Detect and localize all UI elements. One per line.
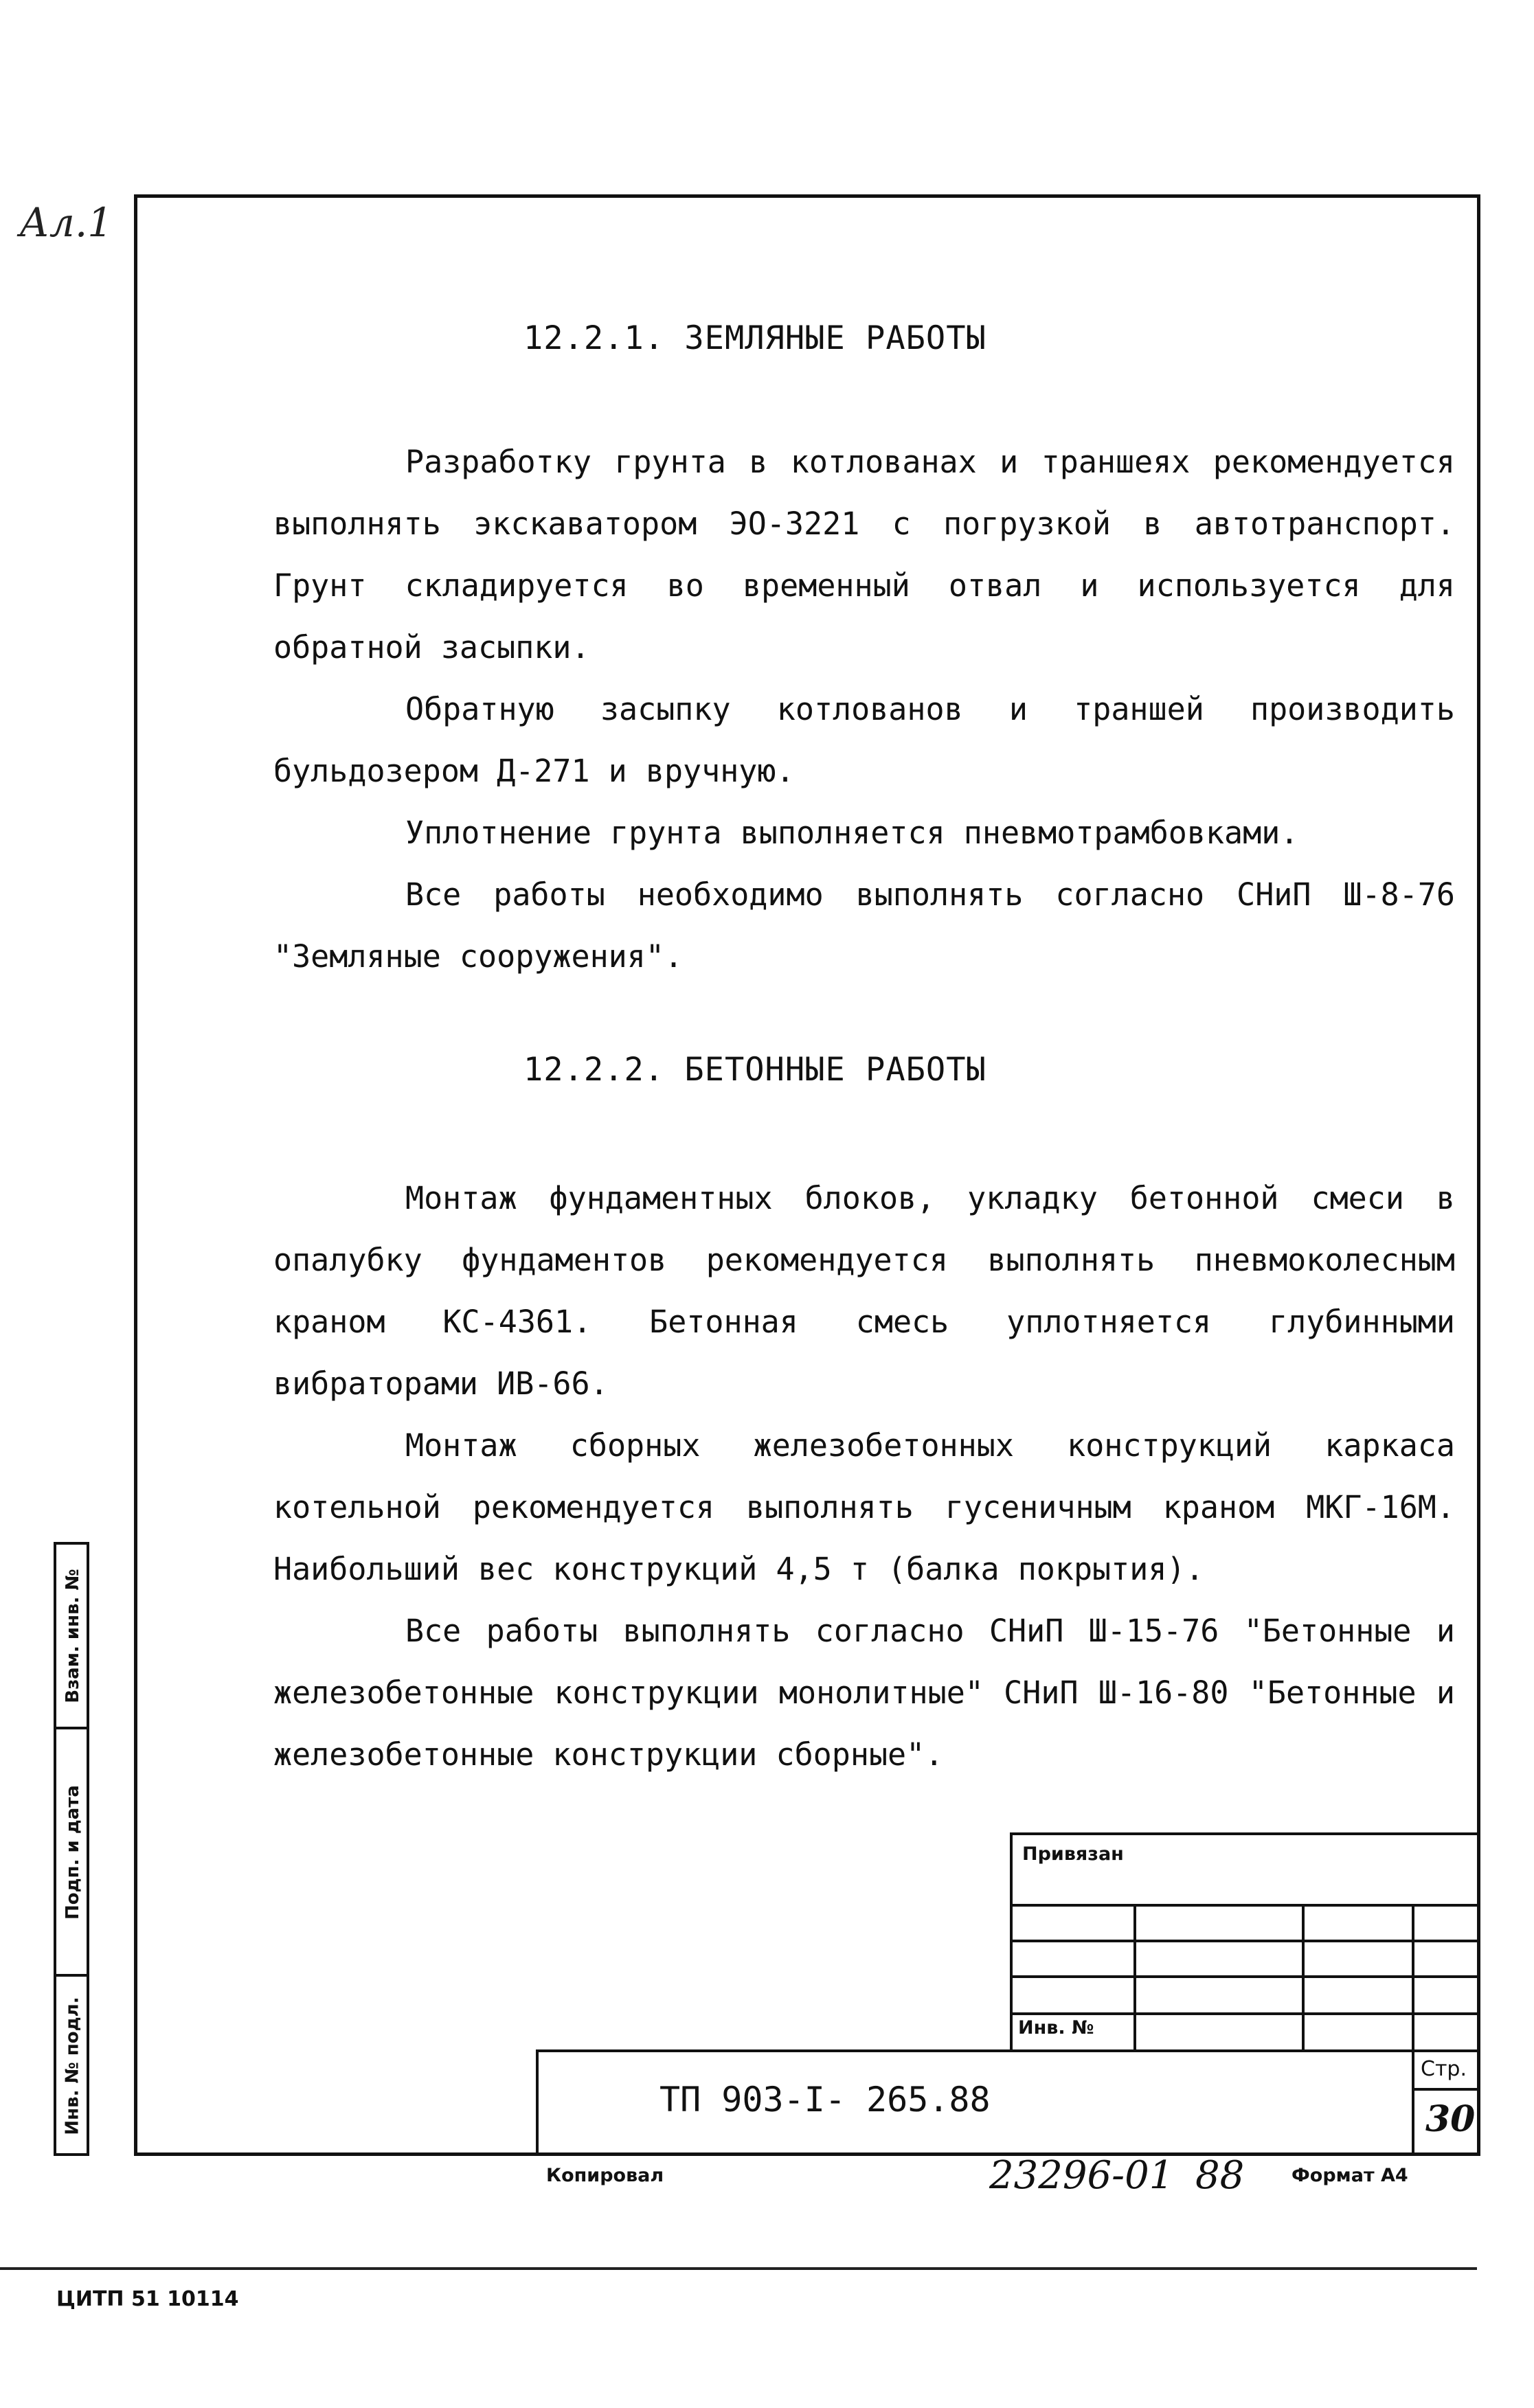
privyazan-label: Привязан	[1022, 1843, 1124, 1865]
margin-sheet-note: Ал.1	[19, 199, 113, 246]
section-1-paragraph-2: Обратную засыпку котлованов и траншей производить бульдозером Д-271 и вручную.	[273, 691, 1455, 789]
tb-line	[1412, 2088, 1480, 2091]
document-code: ТП 903-I- 265.88	[659, 2080, 991, 2120]
section-2-paragraph-3: Все работы выполнять согласно СНиП Ш-15-76 "Бетонные и железобетонные конструкции монолитные" СНиП Ш-16-80 "Бетонные и железобетонные конструкции сборные".	[273, 1613, 1455, 1773]
strip-divider	[56, 1974, 87, 1977]
tb-line	[1302, 1904, 1305, 2052]
bottom-rule	[0, 2267, 1477, 2270]
section-1-paragraph-1: Разработку грунта в котлованах и траншеях рекомендуется выполнять экскаватором ЭО-3221 с погрузкой в автотранспорт. Грунт складируется во временный отвал и используется для обратной засыпки.	[273, 444, 1455, 666]
tb-line	[1010, 1832, 1480, 1835]
tb-line	[536, 2049, 1480, 2052]
tb-line	[1412, 2049, 1414, 2156]
section-1-paragraph-4: Все работы необходимо выполнять согласно СНиП Ш-8-76 "Земляные сооружения".	[273, 876, 1455, 975]
section-2-paragraph-1: Монтаж фундаментных блоков, укладку бетонной смеси в опалубку фундаментов рекомендуется выполнять пневмоколесным краном КС-4361. Бетонная смесь уплотняется глубинными вибраторами ИВ-66.	[273, 1180, 1455, 1402]
strip-cell-podp	[56, 1730, 89, 1974]
strip-divider	[56, 1727, 87, 1729]
strip-cell-vzam	[56, 1545, 89, 1727]
section-2-paragraph-2: Монтаж сборных железобетонных конструкций каркаса котельной рекомендуется выполнять гусеничным краном МКГ-16М. Наибольший вес конструкций 4,5 т (балка покрытия).	[273, 1427, 1455, 1587]
order-number: 23296-01	[989, 2153, 1174, 2198]
copied-label: Копировал	[546, 2165, 664, 2186]
page-number: 30	[1425, 2098, 1476, 2140]
printer-stamp: ЦИТП 51 10114	[56, 2287, 239, 2311]
inv-no-label: Инв. №	[1018, 2017, 1094, 2038]
section-1-paragraph-3: Уплотнение грунта выполняется пневмотрамбовками.	[405, 815, 1299, 851]
tb-line	[1010, 1940, 1480, 1942]
tb-line	[1412, 1904, 1414, 2052]
strip-cell-inv-podl	[56, 1977, 89, 2155]
tb-line	[1010, 1975, 1480, 1978]
strip-label-podp: Подп. и дата	[63, 1784, 84, 1920]
tb-line	[536, 2049, 539, 2156]
format-label: Формат А4	[1292, 2165, 1408, 2186]
strip-label-vzam: Взам. инв. №	[63, 1568, 83, 1703]
order-suffix: 88	[1195, 2153, 1245, 2198]
side-signature-strip	[54, 1542, 89, 2156]
page-label: Стр.	[1421, 2057, 1467, 2081]
tb-line	[1010, 1904, 1480, 1907]
section-1-title: 12.2.1. ЗЕМЛЯНЫЕ РАБОТЫ	[523, 319, 986, 357]
section-2-title: 12.2.2. БЕТОННЫЕ РАБОТЫ	[523, 1051, 986, 1089]
tb-line	[1010, 1832, 1013, 2052]
tb-line	[1133, 1904, 1136, 2052]
tb-line	[1010, 2012, 1480, 2015]
strip-label-inv-podl: Инв. № подл.	[63, 1997, 83, 2135]
